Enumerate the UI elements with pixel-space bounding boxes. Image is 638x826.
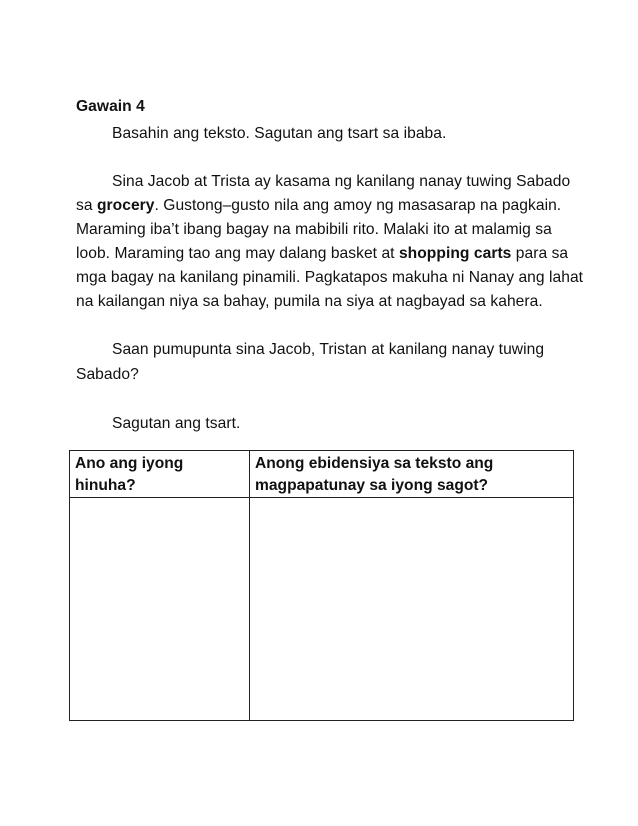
answer-cell-evidence[interactable] <box>250 498 574 721</box>
question-line-1: Saan pumupunta sina Jacob, Tristan at kanilang nanay tuwing <box>112 341 545 358</box>
table-answer-row <box>70 498 574 721</box>
activity-instruction: Basahin ang teksto. Sagutan ang tsart sa ibaba. <box>112 125 447 142</box>
keyword-shopping-carts: shopping carts <box>398 245 512 262</box>
question-line-2: Sabado? <box>76 366 139 383</box>
header-inference: Ano ang iyong hinuha? <box>70 451 250 498</box>
header-evidence-line-1: Anong ebidensiya sa teksto ang <box>255 455 494 472</box>
activity-title: Gawain 4 <box>76 98 145 115</box>
answer-prompt: Sagutan ang tsart. <box>112 415 241 432</box>
header-evidence <box>250 451 574 498</box>
passage-text: para sa <box>511 245 569 262</box>
passage-text: sa <box>76 197 97 214</box>
table-header-row <box>70 451 574 498</box>
header-evidence-line-2: magpapatunay sa iyong sagot? <box>255 477 489 494</box>
answer-cell-inference[interactable] <box>70 498 250 721</box>
passage-line-2 <box>76 196 561 216</box>
passage-line-3: Maraming iba’t ibang bagay na mabibili rito. Malaki ito at malamig sa <box>76 221 552 238</box>
passage-line-4 <box>76 244 568 264</box>
passage-text: . Gustong–gusto nila ang amoy ng masasarap na pagkain. <box>154 197 562 214</box>
passage-line-6: na kailangan niya sa bahay, pumila na siya at nagbayad sa kahera. <box>76 293 543 310</box>
passage-line-5: mga bagay na kanilang pinamili. Pagkatapos makuha ni Nanay ang lahat <box>76 269 584 286</box>
keyword-grocery: grocery <box>96 197 155 214</box>
passage-text: loob. Maraming tao ang may dalang basket at <box>76 245 399 262</box>
passage-line-1: Sina Jacob at Trista ay kasama ng kanilang nanay tuwing Sabado <box>112 173 571 190</box>
answer-chart-table <box>69 450 574 721</box>
